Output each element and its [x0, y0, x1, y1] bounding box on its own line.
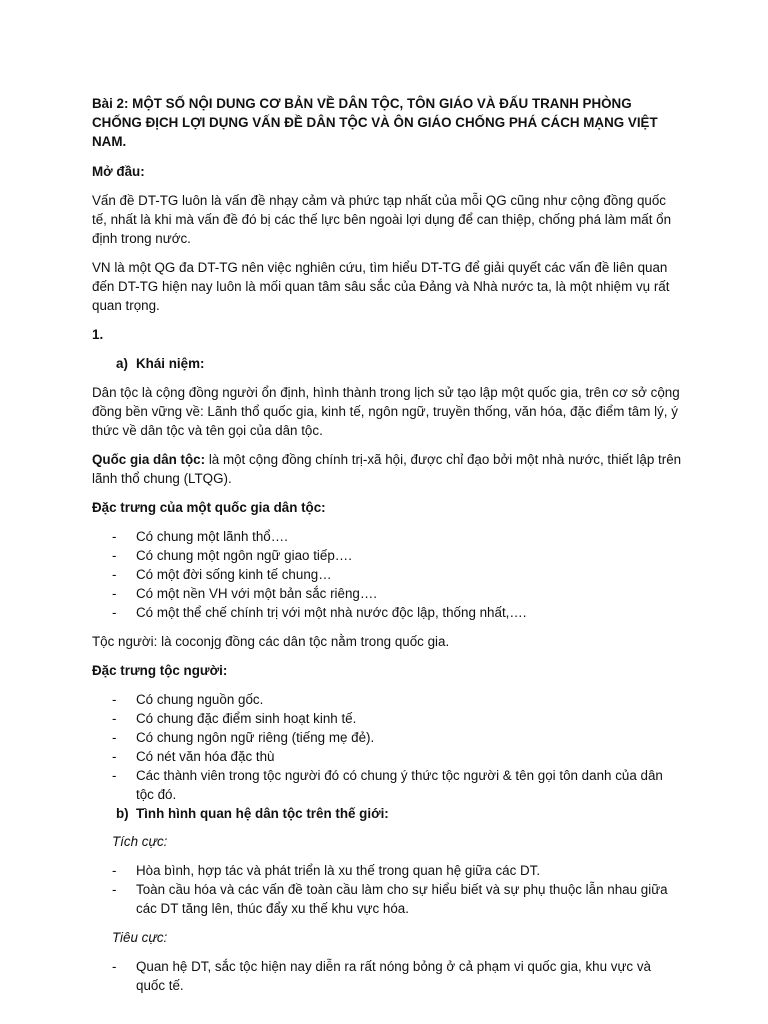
dash-bullet: - [112, 548, 117, 563]
dash-bullet: - [112, 529, 117, 544]
list-item-text: Có chung nguồn gốc. [136, 692, 264, 707]
list-item-text: Có chung một ngôn ngữ giao tiếp…. [136, 548, 352, 563]
positive-list [92, 861, 682, 918]
dash-bullet: - [112, 882, 117, 897]
list-item-text: Có chung một lãnh thổ…. [136, 529, 288, 544]
intro-heading: Mở đầu: [92, 164, 145, 179]
list-item-text: Có nét văn hóa đặc thù [136, 749, 275, 764]
negative-label: Tiêu cực: [112, 930, 168, 945]
list-item [92, 709, 682, 728]
dash-bullet: - [112, 730, 117, 745]
list-item-text: Toàn cầu hóa và các vấn đề toàn cầu làm cho sự hiểu biết và sự phụ thuộc lẫn nhau giữa các DT tăng lên, thúc đẩy xu thế khu vực hóa. [136, 882, 668, 916]
dash-bullet: - [112, 605, 117, 620]
dash-bullet: - [112, 692, 117, 707]
list-item [92, 603, 682, 622]
list-item-text: Quan hệ DT, sắc tộc hiện nay diễn ra rất nóng bỏng ở cả phạm vi quốc gia, khu vực và quốc tế. [136, 959, 651, 993]
subsection-b-marker: b) [116, 806, 129, 821]
list-item [92, 584, 682, 603]
negative-list [92, 957, 682, 995]
section-number: 1. [92, 327, 104, 342]
list-item-text: Các thành viên trong tộc người đó có chung ý thức tộc người & tên gọi tôn danh của dân tộc đó. [136, 768, 663, 802]
qgdt-features-list [92, 527, 682, 622]
list-item [92, 690, 682, 709]
intro-paragraph-1: Vấn đề DT-TG luôn là vấn đề nhạy cảm và phức tạp nhất của mỗi QG cũng như cộng đồng quốc tế, nhất là khi mà vấn đề đó bị các thế lực bên ngoài lợi dụng để can thiệp, chống phá làm mất ổn định trong nước. [92, 193, 672, 246]
list-item-text: Có một nền VH với một bản sắc riêng…. [136, 586, 377, 601]
qgdt-term: Quốc gia dân tộc: [92, 452, 206, 467]
dash-bullet: - [112, 768, 117, 783]
qgdt-definition: là một cộng đồng chính trị-xã hội, được chỉ đạo bởi một nhà nước, thiết lập trên lãnh thổ chung (LTQG). [92, 452, 682, 486]
toc-nguoi-features-list [92, 690, 682, 804]
list-item [92, 728, 682, 747]
list-item-text: Hòa bình, hợp tác và phát triển là xu thế trong quan hệ giữa các DT. [136, 863, 541, 878]
qgdt-paragraph [92, 450, 682, 488]
list-item [92, 546, 682, 565]
list-item [92, 565, 682, 584]
subsection-b-heading [92, 804, 682, 823]
positive-label: Tích cực: [112, 834, 168, 849]
dash-bullet: - [112, 567, 117, 582]
list-item-text: Có chung đặc điểm sinh hoạt kinh tế. [136, 711, 357, 726]
dash-bullet: - [112, 959, 117, 974]
list-item [92, 766, 682, 804]
dash-bullet: - [112, 711, 117, 726]
document-body [92, 94, 682, 1005]
subsection-a-title: Khái niệm: [136, 356, 205, 371]
list-item [92, 880, 682, 918]
dash-bullet: - [112, 586, 117, 601]
list-item [92, 861, 682, 880]
document-title: Bài 2: MỘT SỐ NỘI DUNG CƠ BẢN VỀ DÂN TỘC, TÔN GIÁO VÀ ĐẤU TRANH PHÒNG CHỐNG ĐỊCH LỢI DỤNG VẤN ĐỀ DÂN TỘC VÀ ÔN GIÁO CHỐNG PHÁ CÁCH MẠNG VIỆT NAM. [92, 96, 658, 149]
dash-bullet: - [112, 863, 117, 878]
toc-nguoi-features-heading: Đặc trưng tộc người: [92, 663, 228, 678]
list-item-text: Có một đời sống kinh tế chung… [136, 567, 332, 582]
dan-toc-definition: Dân tộc là cộng đồng người ổn định, hình thành trong lịch sử tạo lập một quốc gia, trên cơ sở cộng đồng bền vững về: Lãnh thổ quốc gia, kinh tế, ngôn ngữ, truyền thống, văn hóa, đặc điểm tâm lý, ý thức về dân tộc và tên gọi của dân tộc. [92, 385, 680, 438]
list-item [92, 747, 682, 766]
intro-paragraph-2: VN là một QG đa DT-TG nên việc nghiên cứu, tìm hiểu DT-TG để giải quyết các vấn đề liên quan đến DT-TG hiện nay luôn là mối quan tâm sâu sắc của Đảng và Nhà nước ta, là một nhiệm vụ rất quan trọng. [92, 260, 670, 313]
toc-nguoi-definition: Tộc người: là coconjg đồng các dân tộc nằm trong quốc gia. [92, 634, 450, 649]
list-item-text: Có một thể chế chính trị với một nhà nước độc lập, thống nhất,…. [136, 605, 527, 620]
subsection-a-marker: a) [116, 356, 128, 371]
list-item-text: Có chung ngôn ngữ riêng (tiếng mẹ đẻ). [136, 730, 375, 745]
dash-bullet: - [112, 749, 117, 764]
list-item [92, 527, 682, 546]
subsection-b-title: Tình hình quan hệ dân tộc trên thế giới: [136, 806, 389, 821]
subsection-a-heading [92, 354, 682, 373]
list-item [92, 957, 682, 995]
qgdt-features-heading: Đặc trưng của một quốc gia dân tộc: [92, 500, 326, 515]
